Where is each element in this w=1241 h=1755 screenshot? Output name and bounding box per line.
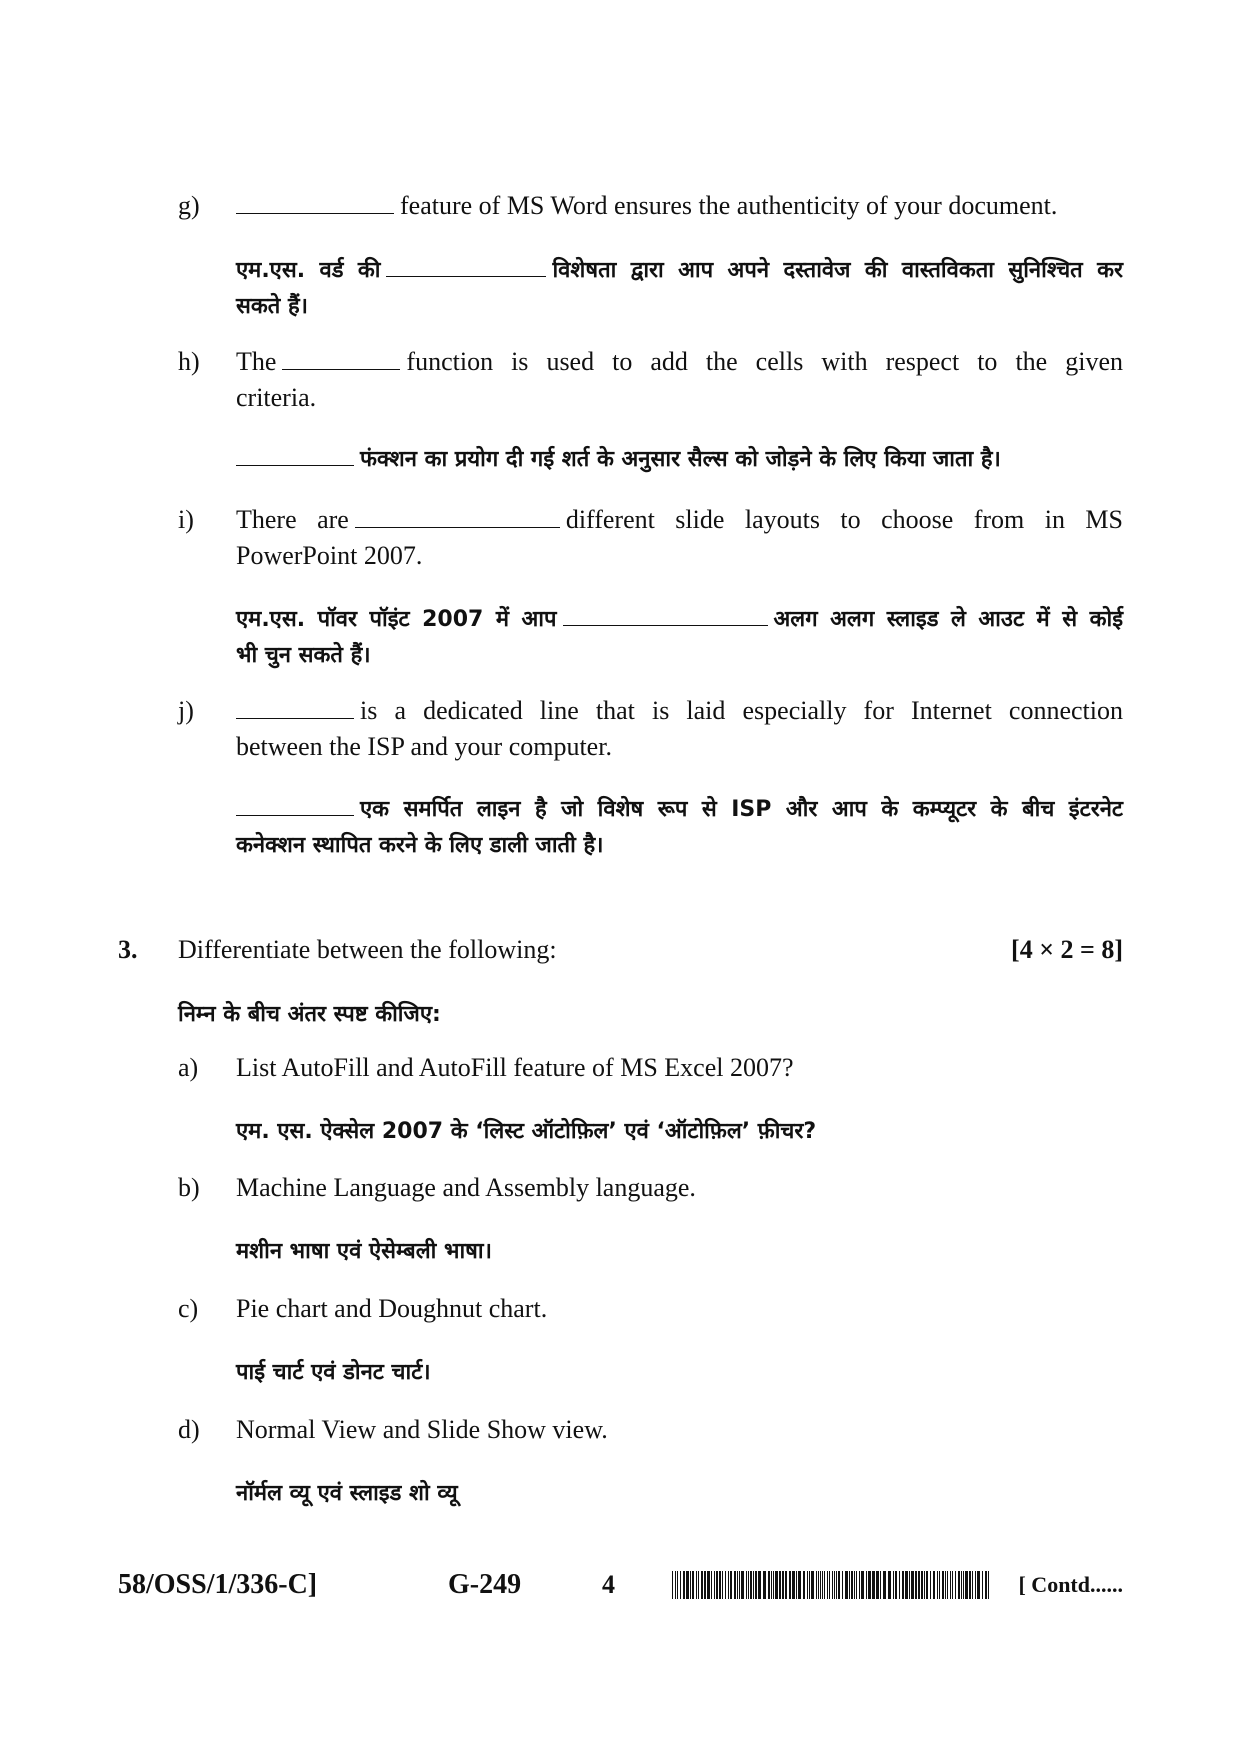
answer-blank [236, 212, 394, 214]
answer-blank [563, 624, 768, 626]
question-h-text-part1: The [236, 347, 277, 376]
question-g-hindi-line1 [236, 252, 1123, 290]
question-3-text: Differentiate between the following: [178, 935, 557, 964]
question-j-english-line2: between the ISP and your computer. [236, 732, 612, 761]
page-footer [0, 1565, 1241, 1605]
question-j-english-line1 [236, 693, 1123, 729]
q3-item-c-hindi: पाई चार्ट एवं डोनट चार्ट। [236, 1360, 431, 1385]
question-3-number: 3. [118, 935, 138, 964]
page-number: 4 [602, 1570, 615, 1599]
answer-blank [236, 464, 354, 466]
question-h-hindi [236, 441, 1123, 479]
q3-item-d-label: d) [178, 1415, 200, 1444]
question-j-hindi-line1 [236, 791, 1123, 829]
q3-item-d-english: Normal View and Slide Show view. [236, 1415, 608, 1444]
question-g-hindi-part2: विशेषता द्वारा आप अपने दस्तावेज की वास्तविकता सुनिश्चित कर [552, 258, 1123, 283]
answer-blank [236, 717, 354, 719]
q3-item-c-english: Pie chart and Doughnut chart. [236, 1294, 548, 1323]
q3-item-d-hindi: नॉर्मल व्यू एवं स्लाइड शो व्यू [236, 1481, 458, 1506]
question-i-english-line2: PowerPoint 2007. [236, 541, 423, 570]
q3-item-b-label: b) [178, 1173, 200, 1202]
question-h-english-line1 [236, 344, 1123, 380]
answer-blank [282, 368, 400, 370]
question-j-hindi-line2: कनेक्शन स्थापित करने के लिए डाली जाती है। [236, 833, 604, 858]
question-g-label: g) [178, 191, 200, 220]
q3-item-a-label: a) [178, 1053, 199, 1082]
answer-blank [236, 814, 354, 816]
question-j-label: j) [178, 696, 194, 725]
paper-series: G-249 [448, 1569, 522, 1600]
q3-item-b-hindi: मशीन भाषा एवं ऐसेम्बली भाषा। [236, 1239, 492, 1264]
question-3-marks: [4 × 2 = 8] [1011, 935, 1123, 964]
question-g-hindi-part1: एम.एस. वर्ड की [236, 258, 381, 283]
q3-item-a-english: List AutoFill and AutoFill feature of MS Excel 2007? [236, 1053, 794, 1082]
q3-item-b-english: Machine Language and Assembly language. [236, 1173, 696, 1202]
question-i-hindi-part2: अलग अलग स्लाइड ले आउट में से कोई [773, 607, 1123, 632]
question-h-hindi-text: फंक्शन का प्रयोग दी गई शर्त के अनुसार सैल्स को जोड़ने के लिए किया जाता है। [360, 447, 1001, 472]
answer-blank [355, 526, 560, 528]
question-3-hindi: निम्न के बीच अंतर स्पष्ट कीजिए: [178, 1002, 441, 1027]
answer-blank [386, 275, 546, 277]
question-g-english [236, 188, 1123, 224]
q3-item-a-hindi: एम. एस. ऐक्सेल 2007 के ‘लिस्ट ऑटोफ़िल’ एवं ‘ऑटोफ़िल’ फ़ीचर? [236, 1119, 817, 1144]
question-g-hindi-line2: सकते हैं। [236, 294, 308, 319]
question-i-text-part2: different slide layouts to choose from in MS [565, 505, 1123, 534]
question-j-hindi-text: एक समर्पित लाइन है जो विशेष रूप से ISP और आप के कम्प्यूटर के बीच इंटरनेट [360, 797, 1123, 822]
question-h-english-line2: criteria. [236, 383, 317, 412]
question-h-label: h) [178, 347, 200, 376]
question-i-hindi-line1 [236, 601, 1123, 639]
question-i-hindi-part1: एम.एस. पॉवर पॉइंट 2007 में आप [236, 607, 557, 632]
barcode-icon [672, 1571, 992, 1599]
question-i-text-part1: There are [236, 505, 349, 534]
question-i-label: i) [178, 505, 194, 534]
q3-item-c-label: c) [178, 1294, 199, 1323]
question-h-text-part2: function is used to add the cells with respect to the given [406, 347, 1123, 376]
question-g-text: feature of MS Word ensures the authenticity of your document. [400, 191, 1058, 220]
question-i-hindi-line2: भी चुन सकते हैं। [236, 643, 371, 668]
continued-note: [ Contd...... [1018, 1572, 1123, 1597]
question-i-english-line1 [236, 502, 1123, 538]
paper-code: 58/OSS/1/336-C] [118, 1569, 318, 1600]
question-j-text: is a dedicated line that is laid especially for Internet connection [360, 696, 1123, 725]
